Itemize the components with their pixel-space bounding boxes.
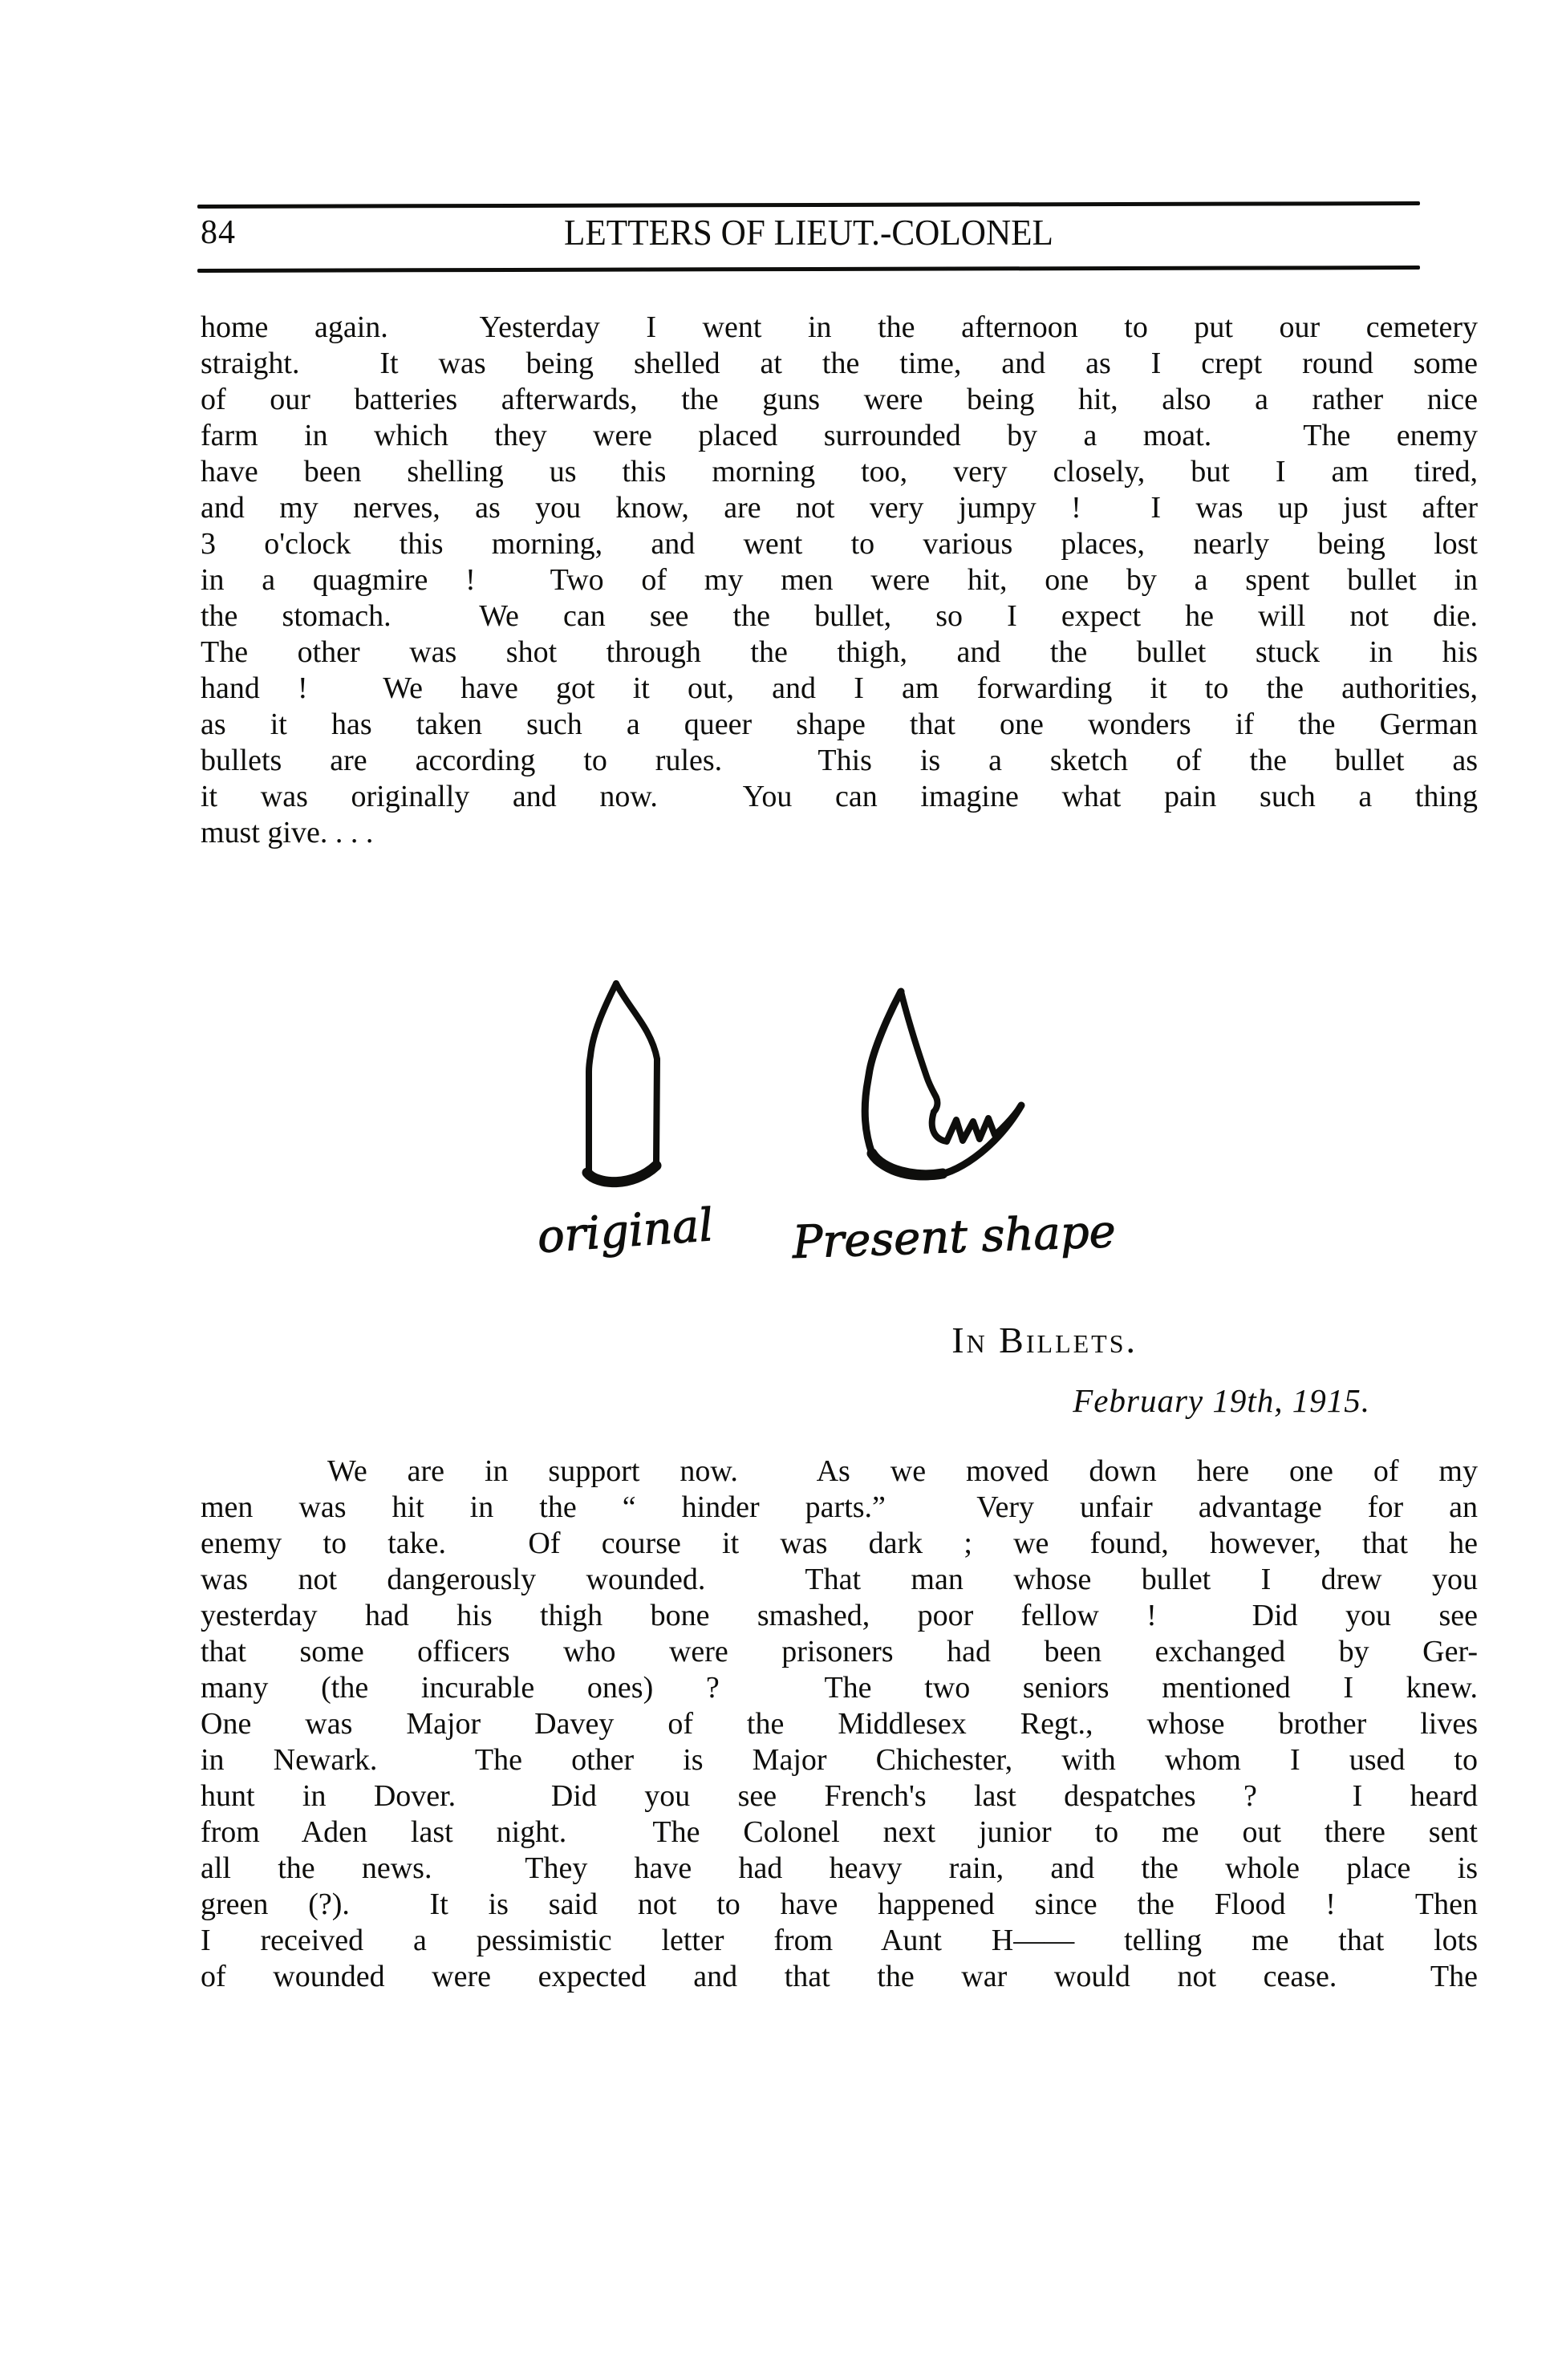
text-line: hand ! We have got it out, and I am forwarding it to the authorities, [201,671,1478,705]
text-line: must give. . . . [201,816,374,849]
text-line: all the news. They have had heavy rain, and the whole place is [201,1851,1478,1885]
letter-date: February 19th, 1915. [1073,1382,1370,1419]
text-line: in a quagmire ! Two of my men were hit, one by a spent bullet in [201,563,1478,597]
letter-paragraph-2 [201,1454,1478,1995]
text-line: that some officers who were prisoners had been exchanged by Ger- [201,1635,1478,1668]
letter-paragraph-1 [201,310,1478,851]
bullet-sketch [513,971,1123,1291]
text-line: I received a pessimistic letter from Aunt H—— telling me that lots [201,1924,1478,1957]
page-number: 84 [201,214,236,251]
text-line: hunt in Dover. Did you see French's last despatches ? I heard [201,1779,1478,1813]
text-line: 3 o'clock this morning, and went to various places, nearly being lost [201,527,1478,561]
text-line: enemy to take. Of course it was dark ; we found, however, that he [201,1527,1478,1560]
text-line: green (?). It is said not to have happened since the Flood ! Then [201,1887,1478,1921]
text-line: yesterday had his thigh bone smashed, poor fellow ! Did you see [201,1599,1478,1632]
text-line: it was originally and now. You can imagine what pain such a thing [201,780,1478,813]
text-line: have been shelling us this morning too, very closely, but I am tired, [201,455,1478,489]
text-line: One was Major Davey of the Middlesex Regt., whose brother lives [201,1707,1478,1741]
header-rule-bottom [197,266,1420,273]
text-line: farm in which they were placed surrounded by a moat. The enemy [201,419,1478,452]
text-line: The other was shot through the thigh, and the bullet stuck in his [201,635,1478,669]
text-line: in Newark. The other is Major Chichester, with whom I used to [201,1743,1478,1777]
header-rule-top [197,201,1420,209]
running-head [197,210,1420,258]
text-line: men was hit in the “ hinder parts.” Very unfair advantage for an [201,1490,1478,1524]
letter-heading: In Billets. [951,1320,1138,1360]
present-shape-bullet-drawing [865,991,1021,1177]
text-line: of our batteries afterwards, the guns were being hit, also a rather nice [201,383,1478,416]
text-line: many (the incurable ones) ? The two seniors mentioned I knew. [201,1671,1478,1705]
text-line: of wounded were expected and that the war would not cease. The [201,1960,1478,1993]
text-line: bullets are according to rules. This is a sketch of the bullet as [201,744,1478,777]
text-line: home again. Yesterday I went in the afternoon to put our cemetery [201,310,1478,344]
text-line: straight. It was being shelled at the time, and as I crept round some [201,347,1478,380]
page-title: LETTERS OF LIEUT.-COLONEL [564,213,1053,253]
text-line: from Aden last night. The Colonel next junior to me out there sent [201,1815,1478,1849]
text-line: the stomach. We can see the bullet, so I expect he will not die. [201,599,1478,633]
text-line: was not dangerously wounded. That man whose bullet I drew you [201,1563,1478,1596]
sketch-caption-original: original [535,1199,716,1264]
original-bullet-drawing [587,983,657,1182]
text-line: We are in support now. As we moved down here one of my [327,1454,1478,1488]
text-line: as it has taken such a queer shape that one wonders if the German [201,708,1478,741]
sketch-caption-present-shape: Present shape [791,1205,1117,1269]
text-line: and my nerves, as you know, are not very jumpy ! I was up just after [201,491,1478,525]
